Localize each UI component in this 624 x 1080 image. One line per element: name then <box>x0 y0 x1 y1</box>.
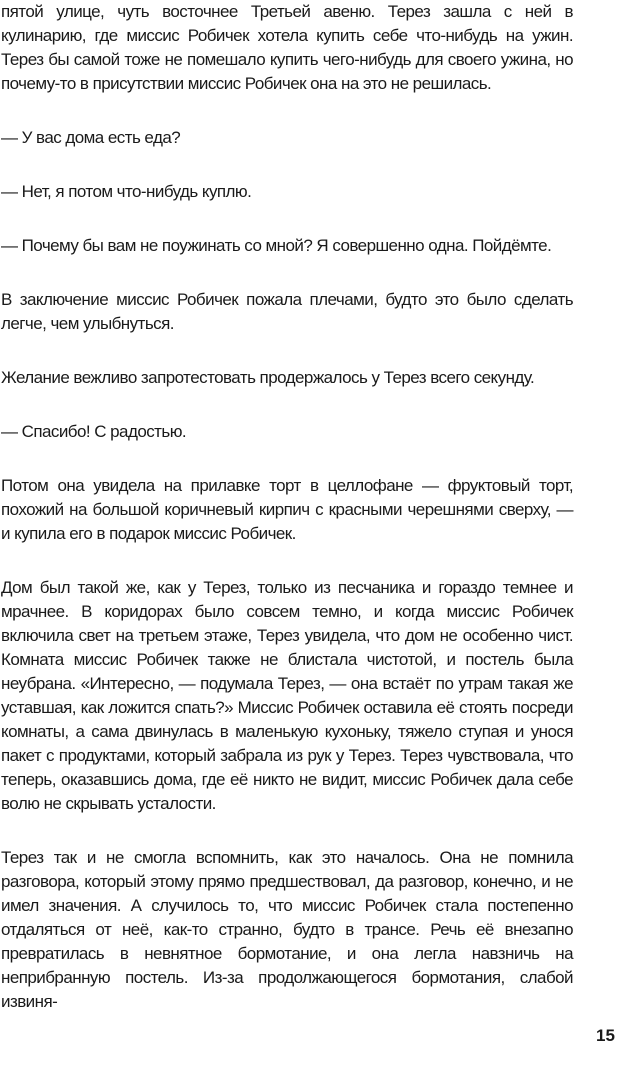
paragraph-7: — Спасибо! С радостью. <box>1 422 187 441</box>
paragraph-3: — Нет, я потом что-нибудь куплю. <box>1 182 252 201</box>
paragraph-1: пятой улице, чуть восточнее Третьей авеню. Терез зашла с ней в кулинарию, где миссис Робичек хотела купить себе что-нибудь на ужин. Терез бы самой тоже не помешало купить чего-нибудь для своего ужина, но почему-то в присутствии миссис Робичек она на это не решилась. <box>1 2 573 93</box>
paragraph-8: Потом она увидела на прилавке торт в целлофане — фруктовый торт, похожий на большой коричневый кирпич с красными черешнями сверху, — и купила его в подарок миссис Робичек. <box>1 476 573 543</box>
paragraph-2: — У вас дома есть еда? <box>1 128 181 147</box>
paragraph-10: Терез так и не смогла вспомнить, как это началось. Она не помнила разговора, который этому прямо предшествовал, да разговор, конечно, и не имел значения. А случилось то, что миссис Робичек стала постепенно отдаляться от неё, как-то странно, будто в трансе. Речь её внезапно превратилась в невнятное бормотание, и она легла навзничь на неприбранную постель. Из-за продолжающегося бормотания, слабой извиня- <box>1 848 573 1011</box>
paragraph-5: В заключение миссис Робичек пожала плечами, будто это было сделать легче, чем улыбнуться. <box>1 290 573 333</box>
page-number: 15 <box>596 1026 615 1045</box>
paragraph-9: Дом был такой же, как у Терез, только из песчаника и гораздо темнее и мрачнее. В коридорах было совсем темно, и когда миссис Робичек включила свет на третьем этаже, Терез увидела, что дом не особенно чист. Комната миссис Робичек также не блистала чистотой, и постель была неубрана. «Интересно, — подумала Терез, — она встаёт по утрам такая же уставшая, как ложится спать?» Миссис Робичек оставила её стоять посреди комнаты, а сама двинулась в маленькую кухоньку, тяжело ступая и унося пакет с продуктами, который забрала из рук у Терез. Терез чувствовала, что теперь, оказавшись дома, где её никто не видит, миссис Робичек дала себе волю не скрывать усталости. <box>1 578 573 813</box>
paragraph-6: Желание вежливо запротестовать продержалось у Терез всего секунду. <box>1 368 535 387</box>
paragraph-4: — Почему бы вам не поужинать со мной? Я совершенно одна. Пойдёмте. <box>1 236 552 255</box>
text-column <box>1 0 573 1014</box>
